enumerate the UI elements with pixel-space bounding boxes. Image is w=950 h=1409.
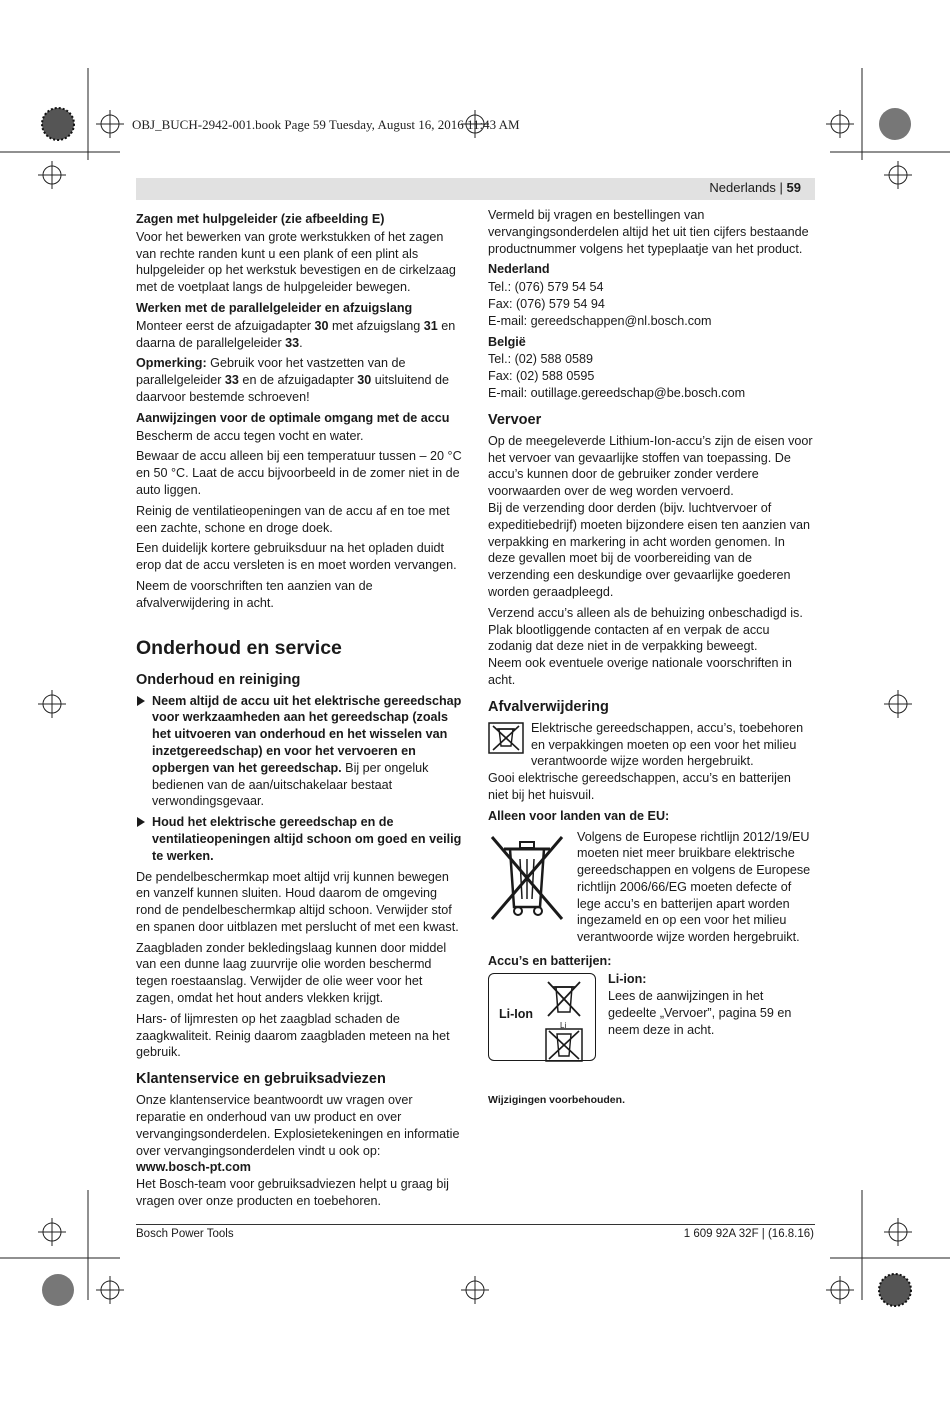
contact-fax: Fax: (076) 579 54 94: [488, 296, 605, 311]
right-column: [488, 207, 814, 1109]
contact-email: E-mail: gereedschappen@nl.bosch.com: [488, 313, 712, 328]
eu-title: Alleen voor landen van de EU:: [488, 808, 670, 823]
battery-li-mark: Li: [560, 1021, 567, 1031]
section-title-parallel: Werken met de parallelgeleider en afzuigslang: [136, 300, 413, 315]
footer-publisher: Bosch Power Tools: [136, 1228, 234, 1240]
chapter-title: Onderhoud en service: [136, 636, 342, 659]
print-slug: OBJ_BUCH-2942-001.book Page 59 Tuesday, August 16, 2016 11:43 AM: [132, 117, 520, 132]
eu-text: Volgens de Europese richtlijn 2012/19/EU moeten niet meer bruikbare elektrische gereedschappen en volgens de Europese richtlijn 2006/66/EG moeten defecte of lege accu’s en batterijen apart worden ingezameld en op een voor het milieu verantwoorde wijze worden hergebruikt.: [577, 829, 811, 945]
battery-title: Accu’s en batterijen:: [488, 953, 612, 968]
battery-block: [488, 971, 814, 1066]
disposal-icon-text: Elektrische gereedschappen, accu’s, toebehoren en verpakkingen moeten op een voor het milieu verantwoorde wijze worden hergebruikt.: [531, 720, 804, 769]
paragraph: Bescherm de accu tegen vocht en water.: [136, 428, 364, 443]
contact-email: E-mail: outillage.gereedschap@be.bosch.com: [488, 385, 746, 400]
paragraph: Neem de voorschriften ten aanzien van de afvalverwijdering in acht.: [136, 578, 373, 610]
footnote: Wijzigingen voorbehouden.: [488, 1094, 625, 1107]
section-title-battery: Aanwijzingen voor de optimale omgang met de accu: [136, 410, 450, 425]
recycle-bin-crossed-icon: [488, 722, 524, 754]
safety-bullet: Neem altijd de accu uit het elektrische gereedschap voor werkzaamheden aan het gereedschap (zoals het uitvoeren van onderhoud en het wisselen van inzetgereedschap) en voor het vervoeren en opbergen van het gereedschap. Bij per ongeluk bedienen van de aan/uitschakelaar bestaat verwondingsgevaar.: [136, 693, 462, 811]
weee-bin-icon: [488, 831, 566, 923]
bullet-triangle-icon: [137, 817, 145, 827]
footer-code: 1 609 92A 32F | (16.8.16): [683, 1228, 814, 1240]
paragraph: Bewaar de accu alleen bij een temperatuur tussen – 20 °C en 50 °C. Laat de accu bijvoorbeeld in de zomer niet in de auto liggen.: [136, 449, 462, 497]
battery-bin-crossed-icon: [545, 978, 583, 1020]
note-paragraph: Opmerking: Gebruik voor het vastzetten van de parallelgeleider 33 en de afzuigadapter 30 uitsluitend de daarvoor bestemde schroeven!: [136, 356, 450, 404]
section-title-guide: Zagen met hulpgeleider (zie afbeelding E): [136, 212, 385, 226]
paragraph: Bij de verzending door derden (bijv. luchtvervoer of expeditiebedrijf) moeten bijzondere eisen ten aanzien van verpakking en markering in acht worden genomen. In deze gevallen moet bij de voorbereiding van de verzending een deskundige over gevaarlijke goederen worden geraadpleegd.: [488, 500, 811, 599]
section-heading-disposal: Afvalverwijdering: [488, 698, 609, 715]
header-language: Nederlands: [709, 180, 776, 195]
footer-rule: [136, 1224, 815, 1225]
page-header: [136, 178, 815, 200]
paragraph: Reinig de ventilatieopeningen van de accu af en toe met een zachte, schone en droge doek.: [136, 503, 450, 535]
paragraph: Op de meegeleverde Lithium-Ion-accu’s zijn de eisen voor het vervoer van gevaarlijke stoffen van toepassing. De accu’s kunnen door de gebruiker zonder verdere voorwaarden over de weg worden vervoerd.: [488, 433, 813, 499]
disposal-icon-row: [488, 720, 814, 770]
service-url: www.bosch-pt.com: [136, 1160, 251, 1175]
contact-tel: Tel.: (02) 588 0589: [488, 352, 594, 367]
paragraph: Verzend accu’s alleen als de behuizing onbeschadigd is. Plak blootliggende contacten af en verpak de accu zodanig dat deze niet in de verpakking beweegt.: [488, 605, 803, 654]
liion-title: Li-ion:: [608, 972, 647, 987]
paragraph: Monteer eerst de afzuigadapter 30 met afzuigslang 31 en daarna de parallelgeleider 33.: [136, 318, 456, 350]
battery-type-label: Li-Ion: [499, 1007, 534, 1022]
contact-fax: Fax: (02) 588 0595: [488, 369, 595, 384]
paragraph: Voor het bewerken van grote werkstukken of het zagen van rechte randen kunt u een plank of een plint als hulpgeleider op het werkstuk bevestigen en de cirkelzaag met de voetplaat langs de hulpgeleider bewegen.: [136, 229, 456, 295]
bullet-triangle-icon: [137, 696, 145, 706]
section-heading-maintenance: Onderhoud en reiniging: [136, 671, 301, 688]
country-title-nl: Nederland: [488, 262, 550, 277]
section-heading-transport: Vervoer: [488, 411, 542, 428]
paragraph: Vermeld bij vragen en bestellingen van vervangingsonderdelen altijd het uit tien cijfers bestaande productnummer volgens het typeplaatje van het product.: [488, 208, 809, 256]
battery-recycle-icon: [545, 1028, 583, 1062]
paragraph: De pendelbeschermkap moet altijd vrij kunnen bewegen en vanzelf kunnen sluiten. Houd daarom de omgeving rond de pendelbeschermkap altijd schoon. Verwijder stof en spanen door uitblazen met perslucht of met een kwast.: [136, 869, 459, 934]
section-heading-service: Klantenservice en gebruiksadviezen: [136, 1071, 386, 1088]
paragraph: Neem ook eventuele overige nationale voorschriften in acht.: [488, 656, 792, 687]
country-title-be: België: [488, 334, 526, 349]
paragraph: Hars- of lijmresten op het zaagblad schaden de zaagkwaliteit. Reinig daarom zaagbladen meteen na het gebruik.: [136, 1011, 450, 1060]
paragraph: Onze klantenservice beantwoordt uw vragen over reparatie en onderhoud van uw product en over vervangingsonderdelen. Explosietekeningen en informatie over vervangingsonderdelen vindt u ook op:: [136, 1093, 460, 1158]
paragraph: Een duidelijk kortere gebruiksduur na het opladen duidt erop dat de accu versleten is en moet worden vervangen.: [136, 541, 457, 573]
paragraph: Het Bosch-team voor gebruiksadviezen helpt u graag bij vragen over onze producten en toebehoren.: [136, 1177, 449, 1209]
header-separator: |: [775, 180, 787, 195]
safety-bullet: Houd het elektrische gereedschap en de ventilatieopeningen altijd schoon om goed en veilig te werken.: [136, 814, 462, 864]
page-number: 59: [786, 180, 801, 195]
left-column: [136, 207, 462, 1214]
paragraph: Gooi elektrische gereedschappen, accu’s en batterijen niet bij het huisvuil.: [488, 771, 791, 802]
eu-block: [488, 829, 814, 949]
paragraph: Zaagbladen zonder bekledingslaag kunnen door middel van een dunne laag zuurvrije olie worden beschermd tegen roestaanslag. Verwijder de olie weer voor het zagen, omdat het hout anders vlekken krijgt.: [136, 940, 447, 1006]
contact-tel: Tel.: (076) 579 54 54: [488, 280, 604, 295]
header-text: [709, 180, 801, 195]
liion-text: Lees de aanwijzingen in het gedeelte „Vervoer”, pagina 59 en neem deze in acht.: [608, 989, 792, 1037]
battery-label-box: [488, 973, 596, 1061]
